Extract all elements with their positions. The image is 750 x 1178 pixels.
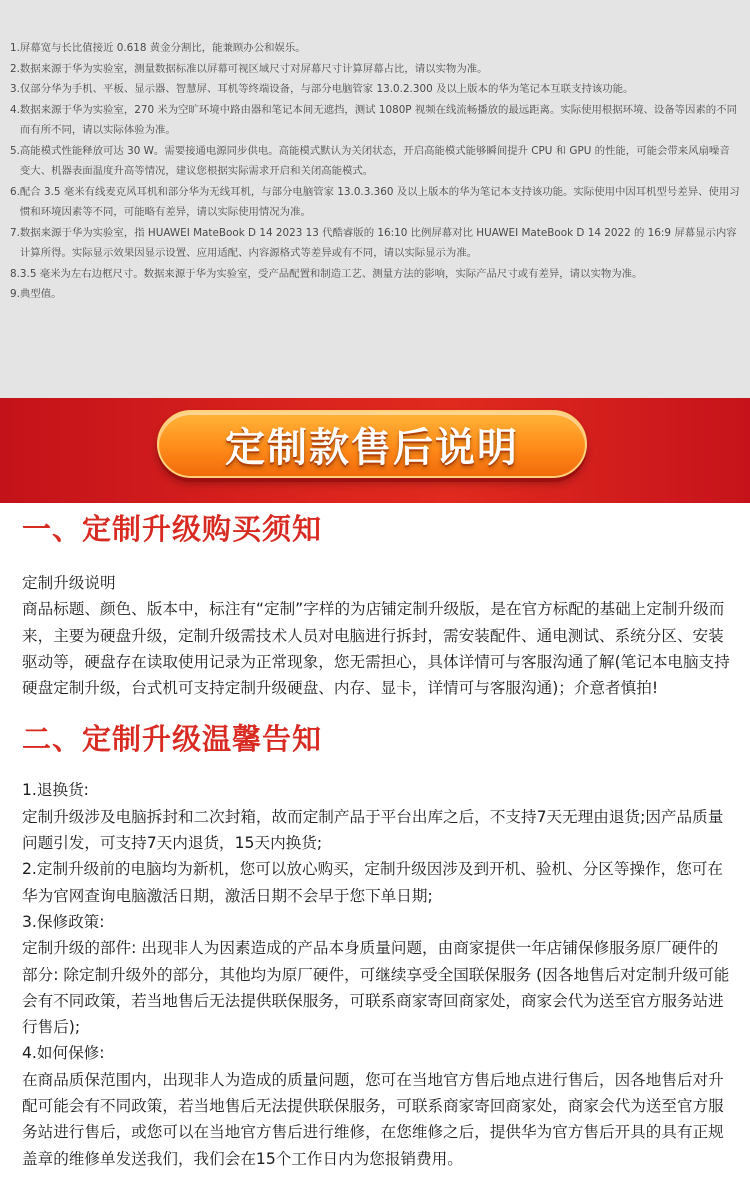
purchase-notice-body: 商品标题、颜色、版本中，标注有“定制”字样的为店铺定制升级版，是在官方标配的基础上定制升级而来，主要为硬盘升级，定制升级需技术人员对电脑进行拆封，需安装配件、通电测试、系统分区、安装驱动等，硬盘存在读取使用记录为正常现象，您无需担心，具体详情可与客服沟通了解(笔记本电脑支持硬盘定制升级，台式机可支持定制升级硬盘、内存、显卡，详情可与客服沟通)；介意者慎拍!: [22, 600, 730, 698]
footnote-item: [10, 223, 740, 264]
footnotes-panel: [0, 0, 750, 398]
footnote-text: 3.5 毫米为左右边框尺寸。数据来源于华为实验室，受产品配置和制造工艺、测量方法的影响，实际产品尺寸或有差异，请以实物为准。: [19, 267, 643, 280]
footnote-item: [10, 79, 740, 100]
footnote-item: [10, 284, 740, 305]
return-policy-text: 定制升级涉及电脑拆封和二次封箱，故而定制产品于平台出库之后，不支持7天无理由退货;因产品质量问题引发，可支持7天内退货，15天内换货;: [22, 807, 724, 853]
footnote-text: 仅部分华为手机、平板、显示器、智慧屏、耳机等终端设备，与部分电脑管家 13.0.2.300 及以上版本的华为笔记本互联支持该功能。: [19, 83, 634, 95]
how-to-repair-heading: 4.如何保修:: [22, 1044, 105, 1063]
banner-title: 定制款售后说明: [225, 424, 519, 471]
footnote-item: [10, 100, 740, 141]
section-title-upgrade-notice: 二、定制升级温馨告知: [22, 722, 323, 757]
footnote-text: 数据来源于华为实验室，测量数据标准以屏幕可视区域尺寸对屏幕尺寸计算屏幕占比，请以实物为准。: [19, 62, 488, 75]
footnote-text: 配合 3.5 毫米有线麦克风耳机和部分华为无线耳机，与部分电脑管家 13.0.3.360 及以上版本的华为笔记本支持该功能。实际使用中因耳机型号差异、使用习惯和环境因素等不同，可能略有差异，请以实际使用情况为准。: [19, 185, 740, 218]
section-title-purchase-notice: 一、定制升级购买须知: [22, 512, 323, 546]
warranty-policy-text: 定制升级的部件: 出现非人为因素造成的产品本身质量问题，由商家提供一年店铺保修服务原厂硬件的部分: 除定制升级外的部分，其他均为原厂硬件，可继续享受全国联保服务 (因各地售后对定制升级可能会有不同政策，若当地售后无法提供联保服务，可联系商家寄回商家处，商家会代为送至官方服务站进行售后);: [22, 939, 730, 1037]
footnote-item: [10, 182, 740, 223]
footnote-text: 数据来源于华为实验室，270 米为空旷环境中路由器和笔记本间无遮挡，测试 1080P 视频在线流畅播放的最远距离。实际使用根据环境、设备等因素的不同而有所不同，请以实际体验为准。: [19, 103, 737, 136]
footnote-number: 6.: [10, 185, 20, 198]
footnote-number: 8.: [10, 267, 20, 280]
upgrade-notice-section: [0, 715, 750, 1171]
footnote-text: 数据来源于华为实验室，指 HUAWEI MateBook D 14 2023 13 代酷睿版的 16:10 比例屏幕对比 HUAWEI MateBook D 14 2022 的 16:9 屏幕显示内容计算所得。实际显示效果因显示设置、应用适配、内容源格式等差异或有不同，请以实际显示为准。: [19, 226, 737, 259]
purchase-notice-section: [0, 503, 750, 701]
footnote-number: 9.: [10, 288, 20, 300]
return-policy-heading: 1.退换货:: [22, 781, 89, 800]
footnote-number: 3.: [10, 83, 20, 95]
footnote-number: 7.: [10, 226, 20, 239]
footnote-text: 屏幕宽与长比值接近 0.618 黄金分割比，能兼顾办公和娱乐。: [19, 42, 306, 54]
footnote-number: 2.: [10, 62, 20, 75]
footnote-item: [10, 264, 740, 285]
footnote-number: 5.: [10, 144, 20, 157]
banner-title-pill: [157, 410, 587, 478]
after-sales-banner: [0, 398, 750, 503]
footnote-number: 1.: [10, 42, 20, 54]
new-machine-text: 2.定制升级前的电脑均为新机，您可以放心购买，定制升级因涉及到开机、验机、分区等操作，您可在华为官网查询电脑激活日期，激活日期不会早于您下单日期;: [22, 860, 724, 905]
upgrade-notice-content: [22, 777, 732, 1171]
footnote-item: [10, 38, 740, 59]
footnote-number: 4.: [10, 103, 20, 116]
section-subtitle: 定制升级说明: [22, 574, 116, 592]
footnote-item: [10, 59, 740, 80]
footnote-text: 高能模式性能释放可达 30 W。需要接通电源同步供电。高能模式默认为关闭状态，开启高能模式能够瞬间提升 CPU 和 GPU 的性能，可能会带来风扇噪音变大、机器表面温度升高等情况，建议您根据实际需求开启和关闭高能模式。: [19, 144, 730, 177]
warranty-policy-heading: 3.保修政策:: [22, 912, 105, 931]
footnote-text: 典型值。: [19, 288, 62, 300]
footnote-item: [10, 141, 740, 182]
how-to-repair-text: 在商品质保范围内，出现非人为造成的质量问题，您可在当地官方售后地点进行售后，因各地售后对升配可能会有不同政策，若当地售后无法提供联保服务，可联系商家寄回商家处，商家会代为送至官方服务站进行售后，或您可以在当地官方售后进行维修，在您维修之后，提供华为官方售后开具的具有正规盖章的维修单发送我们，我们会在15个工作日内为您报销费用。: [22, 1070, 724, 1168]
